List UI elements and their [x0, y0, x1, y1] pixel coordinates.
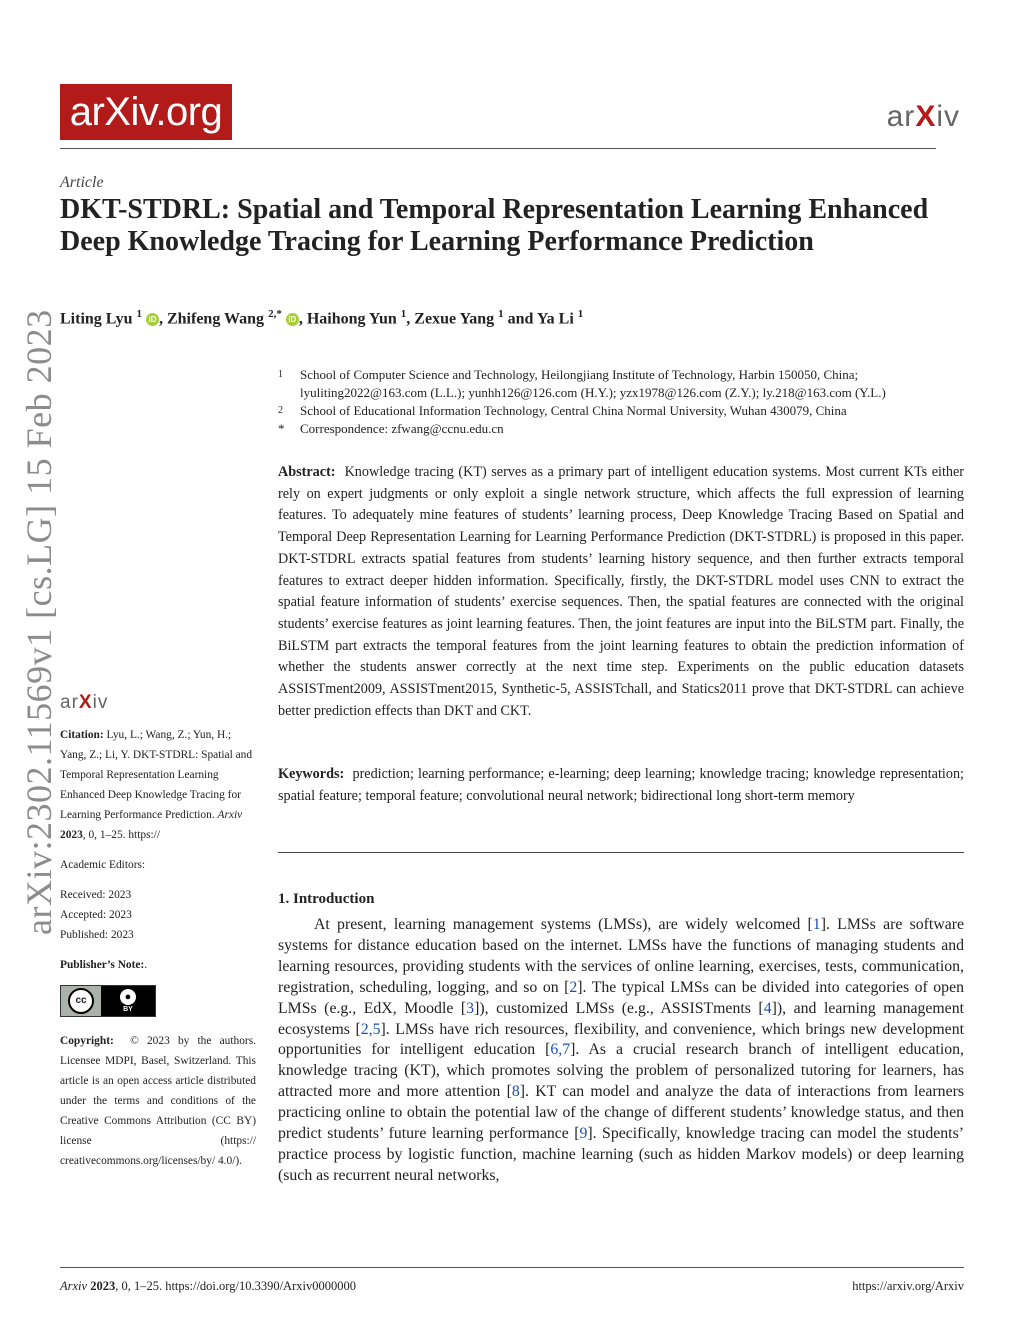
- introduction-paragraph: [278, 915, 964, 1187]
- by-label: BY: [123, 1005, 133, 1013]
- affiliation-item: [278, 420, 968, 438]
- affiliation-item: [278, 366, 968, 402]
- citation-label: Citation:: [60, 729, 104, 741]
- publishers-note: [60, 955, 256, 975]
- copyright-block: [60, 1031, 256, 1171]
- cc-by-license-badge[interactable]: [60, 985, 156, 1017]
- header-divider: [60, 148, 936, 149]
- keywords-text: prediction; learning performance; e-learning; deep learning; knowledge tracing; knowledge representation; spatial feature; temporal feature; convolutional neural network; bidirectional long short-term memory: [278, 766, 964, 804]
- orcid-icon[interactable]: iD: [146, 313, 159, 326]
- affiliation-mark: 2: [278, 405, 283, 416]
- citation-journal: Arxiv: [217, 809, 243, 821]
- arxiv-mark-logo: [887, 100, 960, 134]
- citation-rest[interactable]: , 0, 1–25. https://: [82, 829, 160, 841]
- author-name: Zexue Yang: [414, 310, 495, 328]
- accepted-date: Accepted: 2023: [60, 909, 132, 921]
- affiliation-item: [278, 402, 968, 420]
- keywords: [278, 764, 964, 807]
- cc-icon: [61, 986, 101, 1016]
- arxiv-mark-b: iv: [936, 100, 960, 133]
- author-name: Zhifeng Wang: [166, 310, 265, 328]
- citation-year: 2023: [60, 829, 83, 841]
- author-separator: ,: [406, 310, 415, 328]
- citation-text: Lyu, L.; Wang, Z.; Yun, H.; Yang, Z.; Li, Y. DKT-STDRL: Spatial and Temporal Representation Learning Enhanced Deep Knowledge Tracing for Learning Performance Prediction.: [60, 729, 253, 821]
- sidebar-arxiv-a: ar: [60, 692, 79, 713]
- footer-url[interactable]: https://arxiv.org/Arxiv: [852, 1279, 964, 1293]
- body-text: ]. Specifically, knowledge tracing can model the students’ practice process by logistic function, machine learning (such as hidden Markov models) or deep learning (such as recurrent neural networks,: [278, 1125, 964, 1184]
- arxiv-mark-x: X: [915, 100, 937, 133]
- abstract-text: Knowledge tracing (KT) serves as a primary part of intelligent education systems. Most current KTs either rely on expert judgments or only exploit a single network structure, which affects the full expression of learning features. To adequately mine features of students’ learning process, Deep Knowledge Tracing Based on Spatial and Temporal Deep Representation Learning for Learning Performance Prediction (DKT-STDRL) is proposed in this paper. DKT-STDRL extracts spatial features from students’ learning history sequence, and then further extracts temporal features to extract deeper hidden information. Specifically, firstly, the DKT-STDRL model uses CNN to extract the spatial feature information of students’ exercise sequences. Then, the spatial features are connected with the original students’ exercise features as joint learning features. Then, the joint features are input into the BiLSTM part. Finally, the BiLSTM part extracts the temporal features from the joint learning features to obtain the prediction information of whether the students answer correctly at the next time step. Experiments on the public education datasets ASSISTment2009, ASSISTment2015, Synthetic-5, ASSISTchall, and Statics2011 prove that DKT-STDRL can achieve better prediction effects than DKT and CKT.: [278, 464, 965, 719]
- author-name: Haihong Yun: [306, 310, 397, 328]
- copyright-text: © 2023 by the authors. Licensee MDPI, Basel, Switzerland. This article is an open access article distributed under the terms and conditions of the Creative Commons Attribution (CC BY) license (https:// creativecommons.org/licenses/by/ 4.0/).: [60, 1035, 256, 1167]
- citation-link[interactable]: 1: [812, 916, 821, 933]
- body-text: At present, learning management systems (LMSs), are widely welcomed [: [314, 916, 813, 933]
- citation-link[interactable]: 9: [579, 1125, 588, 1143]
- citation-link[interactable]: 4: [763, 999, 772, 1017]
- citation-link[interactable]: 2: [569, 978, 578, 996]
- academic-editors: Academic Editors:: [60, 859, 146, 871]
- sidebar-metadata: [60, 725, 256, 1171]
- keywords-label: Keywords:: [278, 766, 345, 782]
- author-affiliation-mark: 1: [400, 308, 407, 320]
- author-affiliation-mark: 1: [136, 308, 142, 320]
- abstract-divider: [278, 852, 964, 853]
- author-list: [60, 308, 583, 328]
- author-name: Ya Li: [536, 310, 574, 328]
- footer-citation: [60, 1279, 356, 1294]
- author-affiliation-mark: 1: [577, 308, 584, 320]
- person-icon: ●: [120, 989, 136, 1005]
- arxiv-logo[interactable]: arXiv.org: [60, 84, 232, 140]
- author-affiliation-mark: 2,*: [268, 308, 282, 320]
- publishers-note-text: .: [144, 959, 148, 971]
- body-text: ]. LMSs have rich resources, flexibility, and convenience, which brings new development opportunities for intelligent education [: [278, 1020, 964, 1059]
- sidebar-arxiv-b: iv: [92, 692, 109, 713]
- affiliation-text: School of Computer Science and Technology, Heilongjiang Institute of Technology, Harbin 150050, China; lyuliting2022@163.com (L.L.); yunhh126@126.com (H.Y.); yzx1978@126.com (Z.Y.); ly.218@163.com (Y.L.): [300, 367, 886, 400]
- author-name: Liting Lyu: [60, 310, 133, 328]
- cc-glyph: cc: [68, 988, 94, 1014]
- copyright-label: Copyright:: [60, 1035, 114, 1047]
- body-text: ]. KT can model and analyze the data of interactions from learners practicing online to obtain the potential law of the change of different students’ knowledge status, and then predict students’ future learning performance [: [278, 1083, 964, 1143]
- citation-link[interactable]: 8: [511, 1083, 520, 1101]
- body-text: ]. The typical LMSs can be divided into categories of open LMSs (e.g., EdX, Moodle [: [278, 978, 964, 1017]
- affiliation-mark: *: [278, 421, 285, 436]
- citation-link[interactable]: 6,7: [550, 1041, 571, 1059]
- affiliation-mark: 1: [278, 369, 283, 380]
- citation-link[interactable]: 3: [466, 999, 475, 1017]
- section-heading-introduction: 1. Introduction: [278, 891, 375, 907]
- by-attribution-icon: [101, 986, 155, 1016]
- received-date: Received: 2023: [60, 889, 132, 901]
- arxiv-identifier-stamp[interactable]: arXiv:2302.11569v1 [cs.LG] 15 Feb 2023: [19, 309, 59, 935]
- body-text: ]. As a crucial research branch of intelligent education, knowledge tracing (KT), which promotes solving the problem of personalized tutoring for learners, has attracted more and more attention [: [278, 1041, 964, 1101]
- author-separator: and: [503, 310, 537, 328]
- author-separator: ,: [298, 310, 307, 328]
- author-affiliation-mark: 1: [498, 308, 504, 320]
- body-text: ]), and learning management ecosystems [: [278, 999, 964, 1038]
- sidebar-arxiv-x: X: [78, 692, 93, 713]
- footer-doi[interactable]: , 0, 1–25. https://doi.org/10.3390/Arxiv0000000: [115, 1279, 356, 1293]
- article-type: Article: [60, 174, 104, 191]
- sidebar-arxiv-logo: [60, 692, 108, 714]
- orcid-icon[interactable]: iD: [286, 313, 299, 326]
- footer-journal: Arxiv: [60, 1279, 88, 1293]
- publishers-note-label: Publisher’s Note:: [60, 959, 145, 971]
- footer-divider: [60, 1267, 964, 1268]
- author-separator: ,: [158, 310, 167, 328]
- affiliation-text: School of Educational Information Technology, Central China Normal University, Wuhan 430079, China: [300, 403, 847, 418]
- dates-block: [60, 885, 256, 945]
- citation-link[interactable]: 2,5: [360, 1020, 381, 1038]
- footer-year: 2023: [90, 1279, 116, 1293]
- affiliations: [278, 366, 968, 438]
- body-text: ]), customized LMSs (e.g., ASSISTments [: [474, 999, 764, 1017]
- citation-block: [60, 725, 256, 845]
- correspondence-text[interactable]: Correspondence: zfwang@ccnu.edu.cn: [300, 421, 504, 436]
- published-date: Published: 2023: [60, 929, 134, 941]
- body-text: ]. LMSs are software systems for distance education based on the internet. LMSs have the functions of managing students and learning resources, providing students with the services of online learning, exercises, tests, communication, registration, scheduling, logging, and so on [: [278, 916, 965, 996]
- abstract-label: Abstract:: [278, 464, 336, 480]
- arxiv-mark-a: ar: [886, 100, 916, 133]
- abstract: [278, 462, 964, 722]
- paper-title: DKT-STDRL: Spatial and Temporal Representation Learning Enhanced Deep Knowledge Tracing for Learning Performance Prediction: [60, 194, 929, 257]
